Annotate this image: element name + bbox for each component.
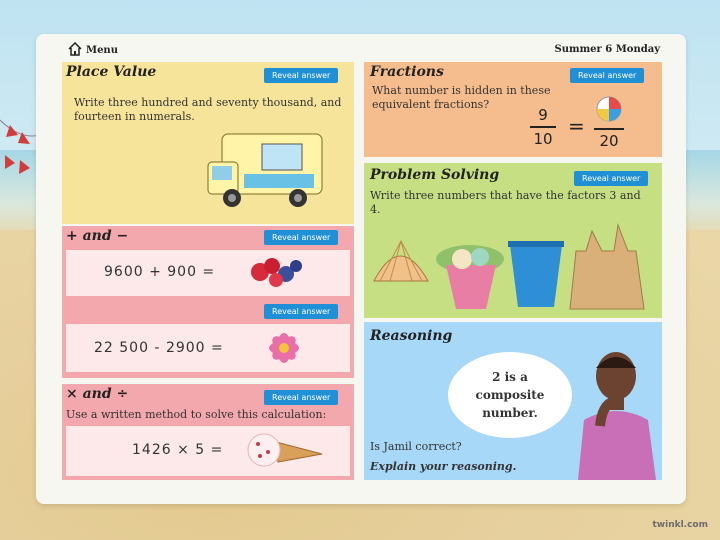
place-value-title: Place Value bbox=[66, 64, 157, 80]
multiply-reveal-button[interactable]: Reveal answer bbox=[264, 390, 338, 405]
add-calculation: 9600 + 900 = bbox=[104, 264, 216, 280]
equals-sign: = bbox=[568, 114, 585, 138]
fractions-title: Fractions bbox=[370, 64, 444, 80]
place-value-panel bbox=[62, 62, 354, 224]
fraction-right-denominator: 20 bbox=[599, 132, 619, 150]
menu-button[interactable] bbox=[68, 42, 118, 56]
ice-cream-cone-image bbox=[240, 430, 324, 470]
place-value-reveal-button[interactable]: Reveal answer bbox=[264, 68, 338, 83]
problem-solving-panel bbox=[364, 163, 662, 318]
add-subtract-panel bbox=[62, 226, 354, 378]
reasoning-question: Is Jamil correct? bbox=[370, 440, 462, 453]
speech-bubble: 2 is a composite number. bbox=[448, 352, 572, 438]
multiply-divide-panel bbox=[62, 384, 354, 480]
fractions-question: What number is hidden in these equivalent fractions? bbox=[372, 84, 551, 111]
problem-solving-title: Problem Solving bbox=[370, 167, 500, 183]
problem-solving-reveal-button[interactable]: Reveal answer bbox=[574, 171, 648, 186]
subtract-calculation: 22 500 - 2900 = bbox=[94, 340, 224, 356]
fraction-left-numerator: 9 bbox=[538, 106, 548, 124]
fractions-reveal-button[interactable]: Reveal answer bbox=[570, 68, 644, 83]
bunting-decoration bbox=[0, 110, 40, 200]
multiply-calculation: 1426 × 5 = bbox=[132, 442, 224, 458]
multiply-divide-title: × and ÷ bbox=[66, 386, 129, 402]
menu-label: Menu bbox=[86, 45, 118, 56]
fraction-right bbox=[594, 96, 624, 150]
reasoning-title: Reasoning bbox=[370, 328, 453, 344]
ice-cream-van-image bbox=[202, 124, 342, 216]
subtract-reveal-button[interactable]: Reveal answer bbox=[264, 304, 338, 319]
beach-ball-icon bbox=[594, 96, 624, 122]
fractions-panel bbox=[364, 62, 662, 157]
reasoning-prompt: Explain your reasoning. bbox=[370, 460, 517, 473]
brand-logo: twinkl.com bbox=[652, 520, 708, 530]
problem-solving-question: Write three numbers that have the factors 3 and 4. bbox=[370, 189, 641, 216]
add-reveal-button[interactable]: Reveal answer bbox=[264, 230, 338, 245]
home-icon bbox=[68, 42, 82, 56]
jamil-character-image bbox=[572, 346, 660, 480]
date-label: Summer 6 Monday bbox=[554, 44, 660, 55]
fraction-left-denominator: 10 bbox=[533, 130, 553, 148]
multiply-question: Use a written method to solve this calculation: bbox=[66, 408, 327, 421]
berries-image bbox=[246, 252, 310, 292]
place-value-question: Write three hundred and seventy thousand, and fourteen in numerals. bbox=[74, 96, 342, 123]
fraction-left bbox=[530, 106, 556, 148]
beach-items-image bbox=[370, 221, 656, 315]
add-subtract-title: + and − bbox=[66, 228, 129, 244]
flower-image bbox=[256, 326, 312, 370]
